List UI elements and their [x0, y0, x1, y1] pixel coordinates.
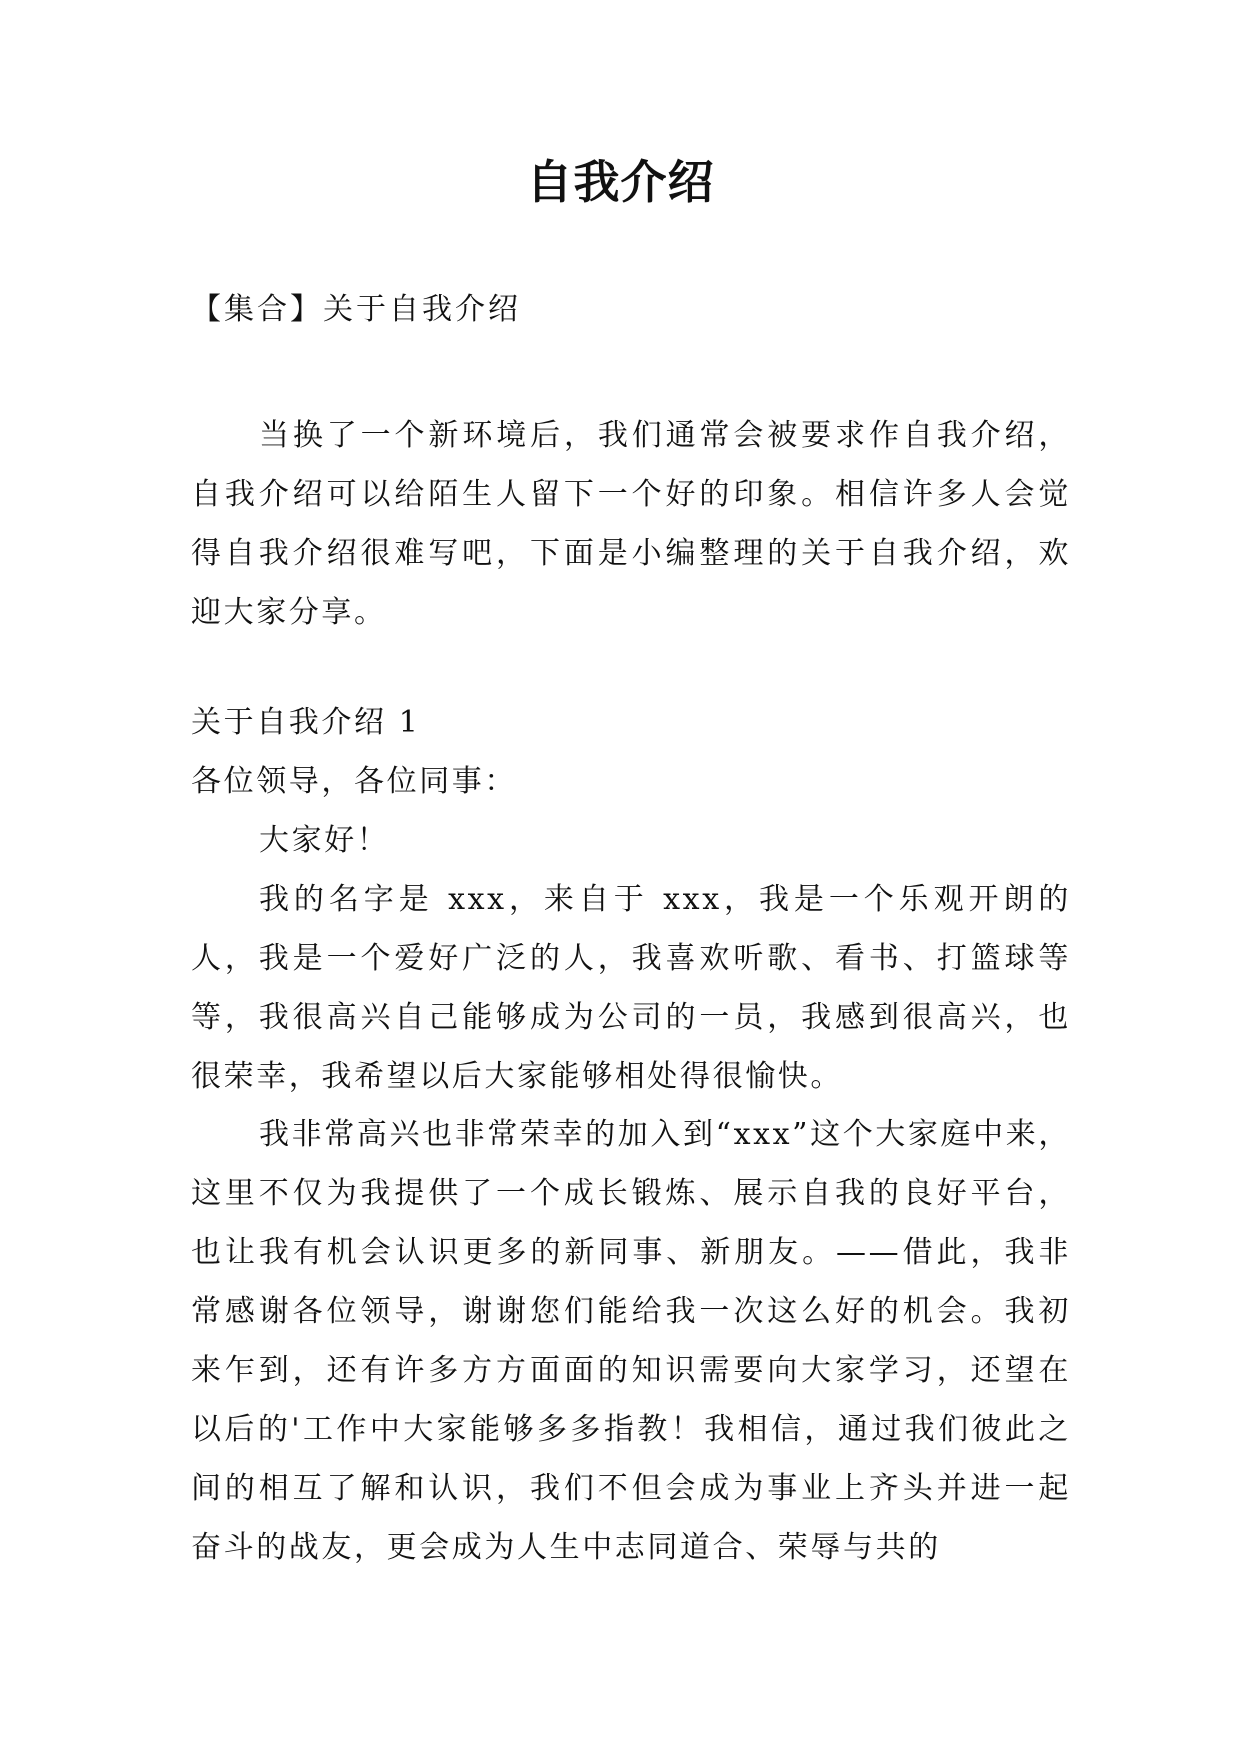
intro-paragraph: 当换了一个新环境后，我们通常会被要求作自我介绍，自我介绍可以给陌生人留下一个好的印象。相信许多人会觉得自我介绍很难写吧，下面是小编整理的关于自我介绍，欢迎大家分享。 [191, 418, 1071, 630]
body-paragraph-1: 我的名字是 xxx，来自于 xxx，我是一个乐观开朗的人，我是一个爱好广泛的人，我喜欢听歌、看书、打篮球等等，我很高兴自己能够成为公司的一员，我感到很高兴，也很荣幸，我希望以后大家能够相处得很愉快。 [191, 882, 1071, 1094]
section-heading: 关于自我介绍 1 [191, 705, 421, 740]
greeting: 大家好！ [259, 823, 390, 858]
document-subtitle: 【集合】关于自我介绍 [191, 292, 521, 327]
salutation: 各位领导，各位同事： [191, 764, 517, 799]
body-paragraph-2: 我非常高兴也非常荣幸的加入到“xxx”这个大家庭中来，这里不仅为我提供了一个成长锻炼、展示自我的良好平台，也让我有机会认识更多的新同事、新朋友。——借此，我非常感谢各位领导，谢谢您们能给我一次这么好的机会。我初来乍到，还有许多方方面面的知识需要向大家学习，还望在以后的'工作中大家能够多多指教！我相信，通过我们彼此之间的相互了解和认识，我们不但会成为事业上齐头并进一起奋斗的战友，更会成为人生中志同道合、荣辱与共的 [191, 1117, 1071, 1565]
document-title: 自我介绍 [526, 155, 715, 209]
